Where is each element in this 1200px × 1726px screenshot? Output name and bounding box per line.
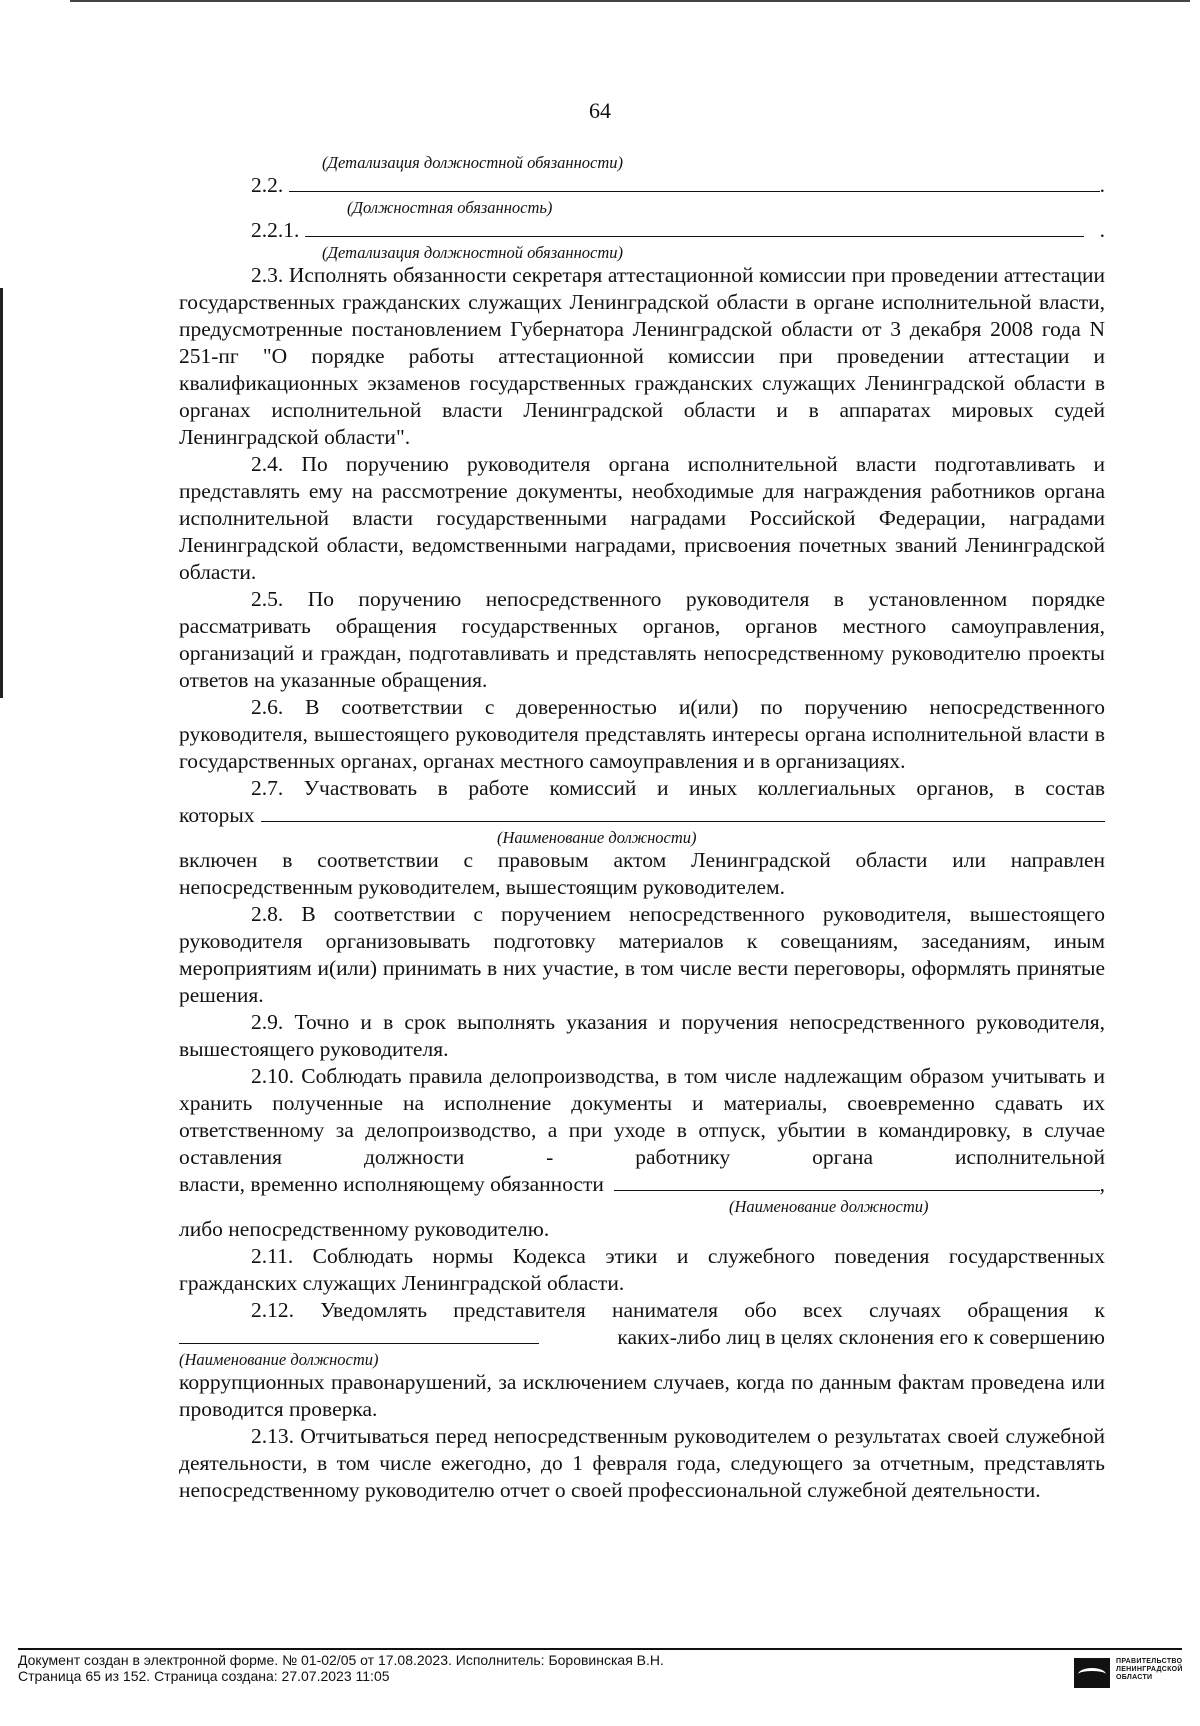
caption-detail-duty: (Детализация должностной обязанности) [322, 153, 623, 172]
text-fragment: власти, временно исполняющему обязанности [179, 1172, 604, 1196]
blank-line [614, 1172, 1100, 1191]
item-end-dot: . [1099, 218, 1105, 242]
government-logo [1058, 1656, 1200, 1696]
paragraph-2-4: 2.4. По поручению руководителя органа исполнительной власти подготавливать и представлять ему на рассмотрение документы, необходимые для награждения работников органа исполнительной власти государственными наградами Российской Федерации, наградами Ленинградской области, ведомственными наградами, присвоения почетных званий Ленинградской области. [179, 452, 1105, 584]
logo-text: ПРАВИТЕЛЬСТВО ЛЕНИНГРАДСКОЙ ОБЛАСТИ [1116, 1658, 1183, 1681]
caption-position-name: (Наименование должности) [497, 828, 697, 847]
text-fragment: каких-либо лиц в целях склонения его к совершению [617, 1325, 1105, 1349]
paragraph-2-10-start: 2.10. Соблюдать правила делопроизводства, в том числе надлежащим образом учитывать и хранить полученные на исполнение документы и материалы, своевременно сдавать их ответственному за делопроизводство, а при уходе в отпуск, убытии в командировку, в случае оставления должности - работнику органа исполнительной [179, 1064, 1105, 1169]
footer-text [18, 1652, 664, 1684]
paragraph-2-12-blank-row [179, 1324, 1105, 1351]
caption-detail-duty: (Детализация должностной обязанности) [322, 243, 623, 262]
caption-position-name: (Наименование должности) [729, 1197, 929, 1216]
blank-line [305, 218, 1083, 237]
paragraph-2-6: 2.6. В соответствии с доверенностью и(или) по поручению непосредственного руководителя, вышестоящего руководителя представлять интересы органа исполнительной власти в государственных органах, органах местного самоуправления и в организациях. [179, 695, 1105, 773]
emblem-icon [1074, 1658, 1110, 1688]
item-2-2 [179, 172, 1105, 199]
top-border-line [70, 0, 1190, 2]
paragraph-2-13: 2.13. Отчитываться перед непосредственным руководителем о результатах своей служебной деятельности, в том числе ежегодно, до 1 февраля года, следующего за отчетным, представлять непосредственному руководителю отчет о своей профессиональной служебной деятельности. [179, 1424, 1105, 1502]
paragraph-2-7-end: включен в соответствии с правовым актом Ленинградской области или направлен непосредственным руководителем, вышестоящим руководителем. [179, 848, 1105, 899]
item-2-2-1 [179, 217, 1105, 244]
footer-line-page: Страница 65 из 152. Страница создана: 27.07.2023 11:05 [18, 1668, 390, 1684]
paragraph-2-10-blank-row [179, 1171, 1105, 1198]
item-number: 2.2.1. [251, 218, 300, 242]
paragraph-2-3: 2.3. Исполнять обязанности секретаря аттестационной комиссии при проведении аттестации государственных гражданских служащих Ленинградской области в органе исполнительной власти, предусмотренные постановлением Губернатора Ленинградской области от 3 декабря 2008 года N 251-пг "О порядке работы аттестационной комиссии при проведении аттестации и квалификационных экзаменов государственных гражданских служащих Ленинградской области в органах исполнительной власти Ленинградской области и в аппаратах мировых судей Ленинградской области". [179, 263, 1105, 449]
paragraph-2-12-start: 2.12. Уведомлять представителя нанимателя обо всех случаях обращения к [251, 1298, 1105, 1322]
caption-duty: (Должностная обязанность) [347, 198, 553, 217]
paragraph-2-9: 2.9. Точно и в срок выполнять указания и поручения непосредственного руководителя, вышестоящего руководителя. [179, 1010, 1105, 1061]
page-number: 64 [589, 98, 611, 123]
caption-position-name: (Наименование должности) [179, 1350, 379, 1369]
paragraph-2-5: 2.5. По поручению непосредственного руководителя в установленном порядке рассматривать обращения государственных органов, органов местного самоуправления, организаций и граждан, подготавливать и представлять непосредственному руководителю проекты ответов на указанные обращения. [179, 587, 1105, 692]
blank-line [289, 173, 1099, 192]
footer-line-document: Документ создан в электронной форме. № 01-02/05 от 17.08.2023. Исполнитель: Боровинская В.Н. [18, 1652, 664, 1668]
paragraph-2-7-blank-row [179, 802, 1105, 829]
footer-rule [18, 1648, 1182, 1650]
paragraph-2-11: 2.11. Соблюдать нормы Кодекса этики и служебного поведения государственных гражданских служащих Ленинградской области. [179, 1244, 1105, 1295]
blank-line [179, 1325, 539, 1344]
blank-line [261, 803, 1105, 822]
paragraph-2-7-start: 2.7. Участвовать в работе комиссий и иных коллегиальных органов, в состав [251, 776, 1105, 800]
comma: , [1099, 1172, 1105, 1196]
item-number: 2.2. [251, 173, 284, 197]
paragraph-2-12-end: коррупционных правонарушений, за исключением случаев, когда по данным фактам проведена или проводится проверка. [179, 1370, 1105, 1421]
paragraph-2-8: 2.8. В соответствии с поручением непосредственного руководителя, вышестоящего руководителя организовывать подготовку материалов к совещаниям, заседаниям, иным мероприятиям и(или) принимать в них участие, в том числе вести переговоры, оформлять принятые решения. [179, 902, 1105, 1007]
document-body [179, 154, 1105, 1504]
item-end-dot: . [1099, 173, 1105, 197]
scan-edge-mark [0, 288, 3, 698]
text-fragment: которых [179, 803, 255, 827]
paragraph-2-10-end: либо непосредственному руководителю. [179, 1217, 550, 1241]
